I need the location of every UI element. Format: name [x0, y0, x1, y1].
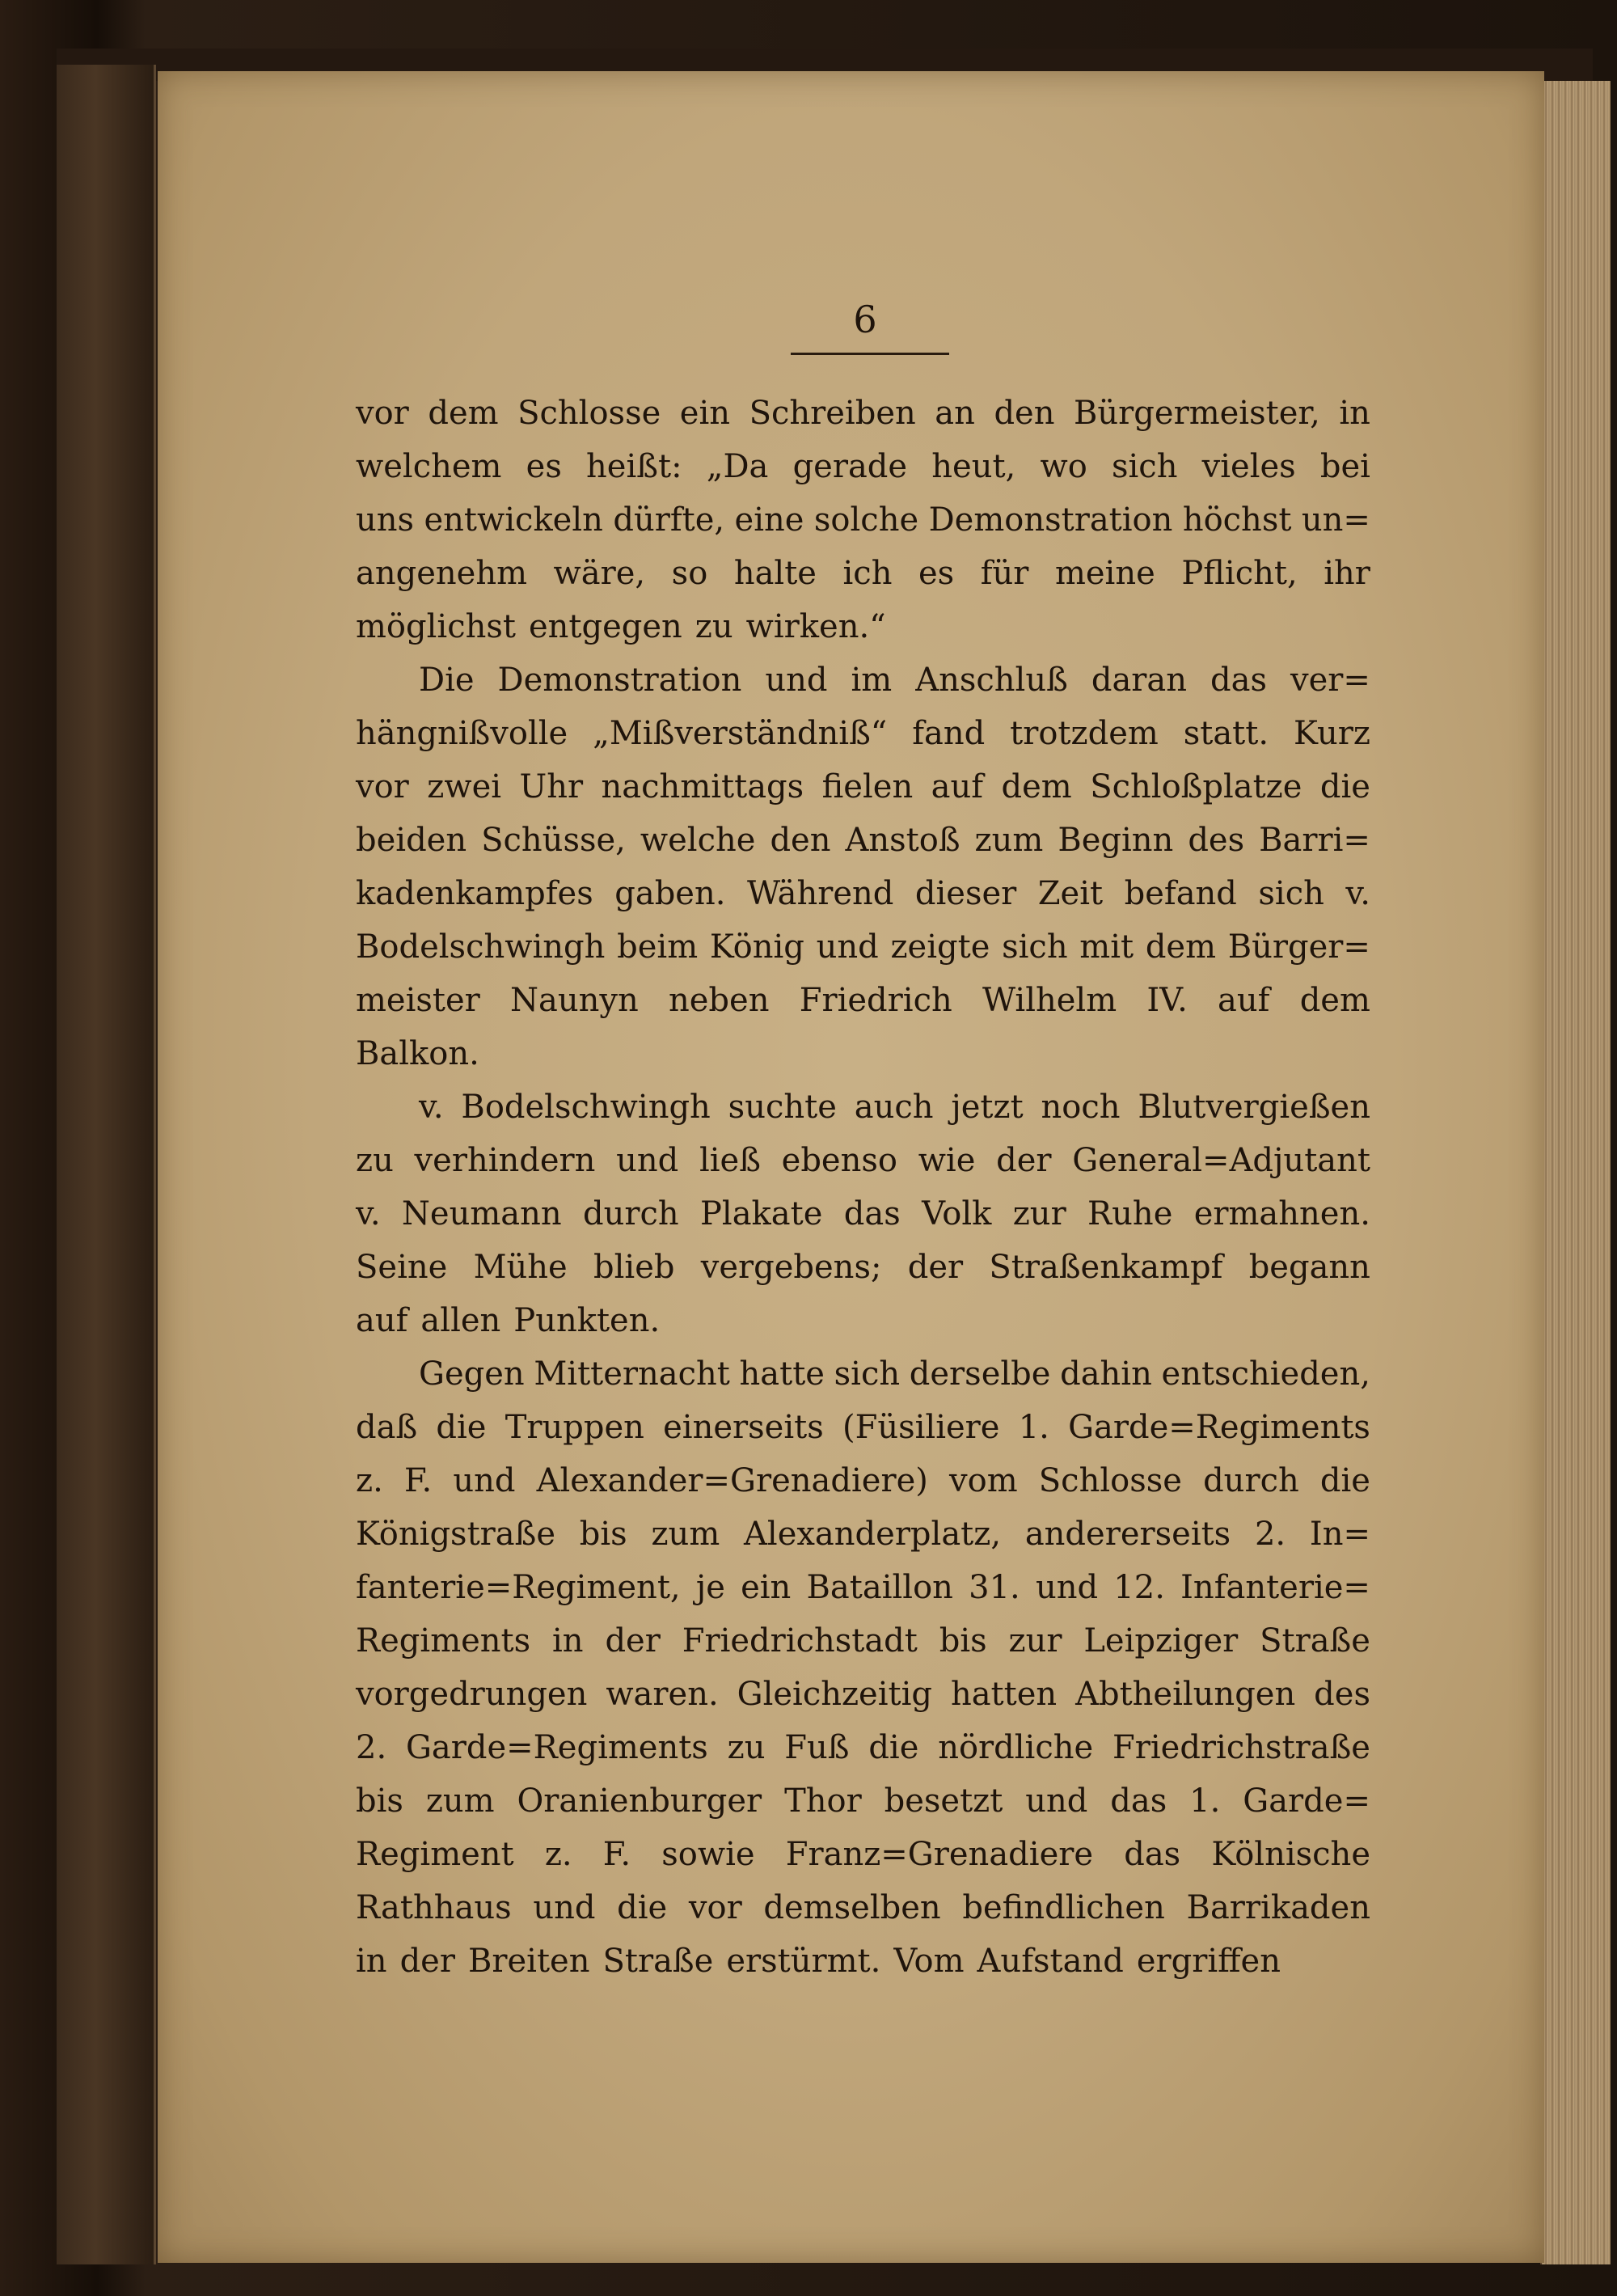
- word: Plakate: [700, 1195, 823, 1233]
- word: Alexanderplatz,: [744, 1516, 1002, 1553]
- text-line: [356, 1401, 1370, 1454]
- word: Abtheilungen: [1075, 1676, 1296, 1713]
- text-line: [356, 1668, 1370, 1721]
- word: jetzt: [951, 1089, 1024, 1126]
- word: blieb: [593, 1249, 675, 1286]
- text-line: [356, 1721, 1370, 1774]
- word: erstürmt.: [726, 1943, 881, 1980]
- text-line: [356, 1828, 1370, 1881]
- text-line: [356, 707, 1370, 760]
- word: und: [453, 1462, 516, 1499]
- word: den: [994, 395, 1055, 432]
- word: höchst: [1182, 501, 1292, 539]
- word: Schlosse: [517, 395, 661, 432]
- word: allen: [420, 1302, 501, 1339]
- word: Friedrichstadt: [682, 1622, 918, 1660]
- word: in: [552, 1622, 584, 1660]
- word: trotzdem: [1010, 715, 1159, 752]
- word: demselben: [763, 1889, 941, 1926]
- word: Straßenkampf: [989, 1249, 1223, 1286]
- word: 2.: [356, 1729, 387, 1766]
- word: fanterie=Regiment,: [356, 1569, 681, 1606]
- text-line: [356, 1241, 1370, 1294]
- word: mit: [1079, 928, 1134, 966]
- word: sich: [1111, 448, 1178, 485]
- word: gaben.: [614, 875, 726, 912]
- word: Alexander=Grenadiere): [536, 1462, 928, 1499]
- word: dieser: [914, 875, 1017, 912]
- word: vieles: [1201, 448, 1296, 485]
- word: waren.: [606, 1676, 719, 1713]
- word: statt.: [1183, 715, 1269, 752]
- text-line: [356, 760, 1370, 814]
- word: Pflicht,: [1181, 555, 1298, 592]
- word: zur: [1008, 1622, 1062, 1660]
- word: des: [1188, 822, 1245, 859]
- text-line: [356, 1561, 1370, 1614]
- book-cover-left-edge: [57, 65, 156, 2264]
- text-line: [356, 600, 1370, 653]
- word: in: [356, 1943, 387, 1980]
- word: Garde=Regiments: [405, 1729, 708, 1766]
- word: besetzt: [884, 1782, 1003, 1820]
- paragraph: [356, 1080, 1370, 1347]
- word: Oranienburger: [517, 1782, 762, 1820]
- word: sich: [834, 1355, 901, 1393]
- text-line: [356, 1080, 1370, 1134]
- word: Bodelschwingh: [461, 1089, 711, 1126]
- word: angenehm: [356, 555, 528, 592]
- word: zum: [425, 1782, 495, 1820]
- word: F.: [602, 1836, 631, 1873]
- word: zum: [651, 1516, 720, 1553]
- word: befand: [1124, 875, 1237, 912]
- word: solche: [813, 501, 919, 539]
- word: bis: [356, 1782, 403, 1820]
- word: gerade: [792, 448, 908, 485]
- word: dürfte,: [613, 501, 725, 539]
- word: und: [533, 1889, 596, 1926]
- word: das: [1210, 662, 1268, 699]
- word: die: [617, 1889, 668, 1926]
- word: 31.: [969, 1569, 1020, 1606]
- word: ließ: [699, 1142, 761, 1179]
- word: vor: [688, 1889, 742, 1926]
- word: befindlichen: [962, 1889, 1165, 1926]
- word: je: [695, 1569, 725, 1606]
- word: zu: [356, 1142, 394, 1179]
- word: noch: [1041, 1089, 1121, 1126]
- word: fielen: [821, 768, 914, 806]
- word: daran: [1091, 662, 1188, 699]
- word: das: [843, 1195, 901, 1233]
- word: durch: [583, 1195, 679, 1233]
- word: Garde=Regiments: [1068, 1409, 1370, 1446]
- word: auch: [854, 1089, 934, 1126]
- text-line: [356, 1507, 1370, 1561]
- word: 1.: [1189, 1782, 1221, 1820]
- word: zum: [974, 822, 1044, 859]
- word: Straße: [602, 1943, 714, 1980]
- word: Straße: [1260, 1622, 1370, 1660]
- word: Friedrichstraße: [1112, 1729, 1370, 1766]
- word: suchte: [728, 1089, 837, 1126]
- text-line: [356, 1187, 1370, 1241]
- word: Aufstand: [977, 1943, 1124, 1980]
- text-line: [356, 1774, 1370, 1828]
- word: des: [1314, 1676, 1370, 1713]
- text-line: [356, 1881, 1370, 1934]
- word: wirken.“: [745, 608, 886, 645]
- word: daß: [356, 1409, 418, 1446]
- paragraph: [356, 653, 1370, 1080]
- word: Mitternacht: [534, 1355, 730, 1393]
- word: hatten: [950, 1676, 1058, 1713]
- word: v.: [419, 1089, 444, 1126]
- word: z.: [356, 1462, 383, 1499]
- word: ebenso: [781, 1142, 897, 1179]
- word: 2.: [1254, 1516, 1286, 1553]
- word: beim: [617, 928, 699, 966]
- word: Truppen: [505, 1409, 644, 1446]
- word: Königstraße: [356, 1516, 556, 1553]
- word: und: [1035, 1569, 1099, 1606]
- word: die: [1319, 1462, 1370, 1499]
- word: Anschluß: [915, 662, 1068, 699]
- word: Beginn: [1058, 822, 1174, 859]
- word: zu: [695, 608, 733, 645]
- word: bis: [579, 1516, 627, 1553]
- word: Balkon.: [356, 1035, 479, 1072]
- word: Leipziger: [1083, 1622, 1239, 1660]
- word: Thor: [784, 1782, 862, 1820]
- word: Vom: [893, 1943, 965, 1980]
- word: Punkten.: [513, 1302, 661, 1339]
- word: und: [1025, 1782, 1088, 1820]
- word: neben: [669, 982, 770, 1019]
- word: Ruhe: [1087, 1195, 1173, 1233]
- text-line: [356, 1347, 1370, 1401]
- word: Bürger=: [1227, 928, 1370, 966]
- word: entwickeln: [424, 501, 603, 539]
- word: Demonstration: [928, 501, 1173, 539]
- word: Gegen: [419, 1355, 525, 1393]
- word: sowie: [661, 1836, 755, 1873]
- text-line: [356, 653, 1370, 707]
- word: IV.: [1146, 982, 1188, 1019]
- word: vorgedrungen: [356, 1676, 588, 1713]
- text-line: [356, 440, 1370, 493]
- text-line: [356, 1294, 1370, 1347]
- word: auf: [931, 768, 984, 806]
- word: nördliche: [938, 1729, 1094, 1766]
- word: dem: [1145, 928, 1217, 966]
- word: Infanterie=: [1180, 1569, 1370, 1606]
- word: F.: [403, 1462, 433, 1499]
- word: Franz=Grenadiere: [785, 1836, 1094, 1873]
- word: Demonstration: [497, 662, 742, 699]
- word: hängnißvolle: [356, 715, 568, 752]
- word: und: [765, 662, 828, 699]
- word: „Mißverständniß“: [593, 715, 888, 752]
- text-line: [356, 493, 1370, 547]
- word: das: [1124, 1836, 1181, 1873]
- paragraph: [356, 1347, 1370, 1988]
- word: sich: [1002, 928, 1068, 966]
- word: Bataillon: [806, 1569, 953, 1606]
- word: derselbe: [909, 1355, 1051, 1393]
- word: Regiment: [356, 1836, 514, 1873]
- word: wo: [1040, 448, 1087, 485]
- word: wie: [918, 1142, 976, 1179]
- word: Wilhelm: [982, 982, 1117, 1019]
- page-number: 6: [853, 298, 877, 341]
- word: z.: [544, 1836, 572, 1873]
- word: Barrikaden: [1186, 1889, 1370, 1926]
- word: Barri=: [1259, 822, 1370, 859]
- word: es: [918, 555, 955, 592]
- word: Während: [746, 875, 894, 912]
- word: nachmittags: [601, 768, 804, 806]
- word: meister: [356, 982, 480, 1019]
- word: dem: [428, 395, 499, 432]
- word: Regiments: [356, 1622, 531, 1660]
- word: meine: [1054, 555, 1155, 592]
- word: beiden: [356, 822, 467, 859]
- word: (Füsiliere: [842, 1409, 1000, 1446]
- text-line: [356, 547, 1370, 600]
- word: wäre,: [553, 555, 646, 592]
- word: zwei: [427, 768, 502, 806]
- word: vergebens;: [700, 1249, 882, 1286]
- word: v.: [1345, 875, 1370, 912]
- word: Fuß: [784, 1729, 850, 1766]
- text-line: [356, 867, 1370, 920]
- word: Naunyn: [510, 982, 639, 1019]
- word: Anstoß: [845, 822, 960, 859]
- word: Blutvergießen: [1138, 1089, 1370, 1126]
- word: Breiten: [467, 1943, 590, 1980]
- word: dahin: [1060, 1355, 1152, 1393]
- word: entgegen: [528, 608, 682, 645]
- word: Seine: [356, 1249, 448, 1286]
- body-text: [356, 387, 1370, 1988]
- word: un=: [1301, 501, 1370, 539]
- word: uns: [356, 501, 415, 539]
- word: begann: [1248, 1249, 1370, 1286]
- word: „Da: [706, 448, 769, 485]
- word: der: [907, 1249, 964, 1286]
- word: so: [671, 555, 708, 592]
- text-line: [356, 1027, 1370, 1080]
- text-line: [356, 1934, 1370, 1988]
- word: kadenkampfes: [356, 875, 593, 912]
- word: Bodelschwingh: [356, 928, 606, 966]
- word: Friedrich: [799, 982, 952, 1019]
- word: der: [399, 1943, 455, 1980]
- text-line: [356, 974, 1370, 1027]
- word: andererseits: [1024, 1516, 1231, 1553]
- word: an: [935, 395, 975, 432]
- word: die: [868, 1729, 919, 1766]
- word: ich: [842, 555, 893, 592]
- word: dem: [1299, 982, 1370, 1019]
- word: ergriffen: [1136, 1943, 1281, 1980]
- word: es: [526, 448, 562, 485]
- word: bis: [939, 1622, 987, 1660]
- word: welchem: [356, 448, 502, 485]
- word: Gleichzeitig: [737, 1676, 932, 1713]
- word: der: [605, 1622, 661, 1660]
- word: welche: [640, 822, 756, 859]
- word: ein: [741, 1569, 792, 1606]
- word: General=Adjutant: [1072, 1142, 1370, 1179]
- word: dem: [1001, 768, 1072, 806]
- word: halte: [733, 555, 817, 592]
- word: ver=: [1290, 662, 1370, 699]
- page-number-rule: [791, 353, 949, 355]
- word: 12.: [1113, 1569, 1165, 1606]
- word: Uhr: [519, 768, 584, 806]
- word: Rathhaus: [356, 1889, 512, 1926]
- word: und: [816, 928, 879, 966]
- word: v.: [356, 1195, 381, 1233]
- word: Schlosse: [1038, 1462, 1182, 1499]
- text-line: [356, 1134, 1370, 1187]
- word: vom: [949, 1462, 1018, 1499]
- word: Neumann: [401, 1195, 562, 1233]
- word: die: [436, 1409, 487, 1446]
- word: heißt:: [586, 448, 682, 485]
- page-edges-stack: [1540, 81, 1611, 2264]
- word: die: [1319, 768, 1370, 806]
- word: fand: [912, 715, 986, 752]
- word: ermahnen.: [1193, 1195, 1370, 1233]
- word: Bürgermeister,: [1074, 395, 1320, 432]
- word: zu: [727, 1729, 766, 1766]
- word: durch: [1203, 1462, 1299, 1499]
- word: und: [616, 1142, 679, 1179]
- word: Garde=: [1243, 1782, 1370, 1820]
- word: im: [851, 662, 893, 699]
- word: Die: [419, 662, 475, 699]
- word: König: [709, 928, 804, 966]
- word: Schreiben: [749, 395, 916, 432]
- paragraph: [356, 387, 1370, 653]
- word: für: [980, 555, 1029, 592]
- word: entschieden,: [1161, 1355, 1370, 1393]
- word: bei: [1319, 448, 1370, 485]
- word: Zeit: [1037, 875, 1104, 912]
- word: 1.: [1018, 1409, 1049, 1446]
- word: das: [1110, 1782, 1167, 1820]
- word: vor: [356, 395, 409, 432]
- word: Kurz: [1293, 715, 1370, 752]
- text-line: [356, 920, 1370, 974]
- text-line: [356, 387, 1370, 440]
- word: eine: [734, 501, 804, 539]
- word: einerseits: [663, 1409, 824, 1446]
- word: möglichst: [356, 608, 516, 645]
- word: den: [770, 822, 831, 859]
- word: zur: [1012, 1195, 1066, 1233]
- word: hatte: [739, 1355, 825, 1393]
- word: vor: [356, 768, 409, 806]
- text-line: [356, 1614, 1370, 1668]
- word: Schüsse,: [481, 822, 626, 859]
- word: verhindern: [414, 1142, 596, 1179]
- word: auf: [1218, 982, 1270, 1019]
- word: ihr: [1324, 555, 1370, 592]
- word: Schloßplatze: [1090, 768, 1302, 806]
- word: auf: [356, 1302, 408, 1339]
- word: Volk: [922, 1195, 992, 1233]
- word: ein: [679, 395, 731, 432]
- word: heut,: [931, 448, 1016, 485]
- word: In=: [1309, 1516, 1370, 1553]
- word: der: [996, 1142, 1052, 1179]
- word: Mühe: [473, 1249, 568, 1286]
- word: zeigte: [890, 928, 990, 966]
- text-line: [356, 1454, 1370, 1507]
- text-line: [356, 814, 1370, 867]
- word: in: [1339, 395, 1370, 432]
- word: Kölnische: [1211, 1836, 1370, 1873]
- word: sich: [1258, 875, 1324, 912]
